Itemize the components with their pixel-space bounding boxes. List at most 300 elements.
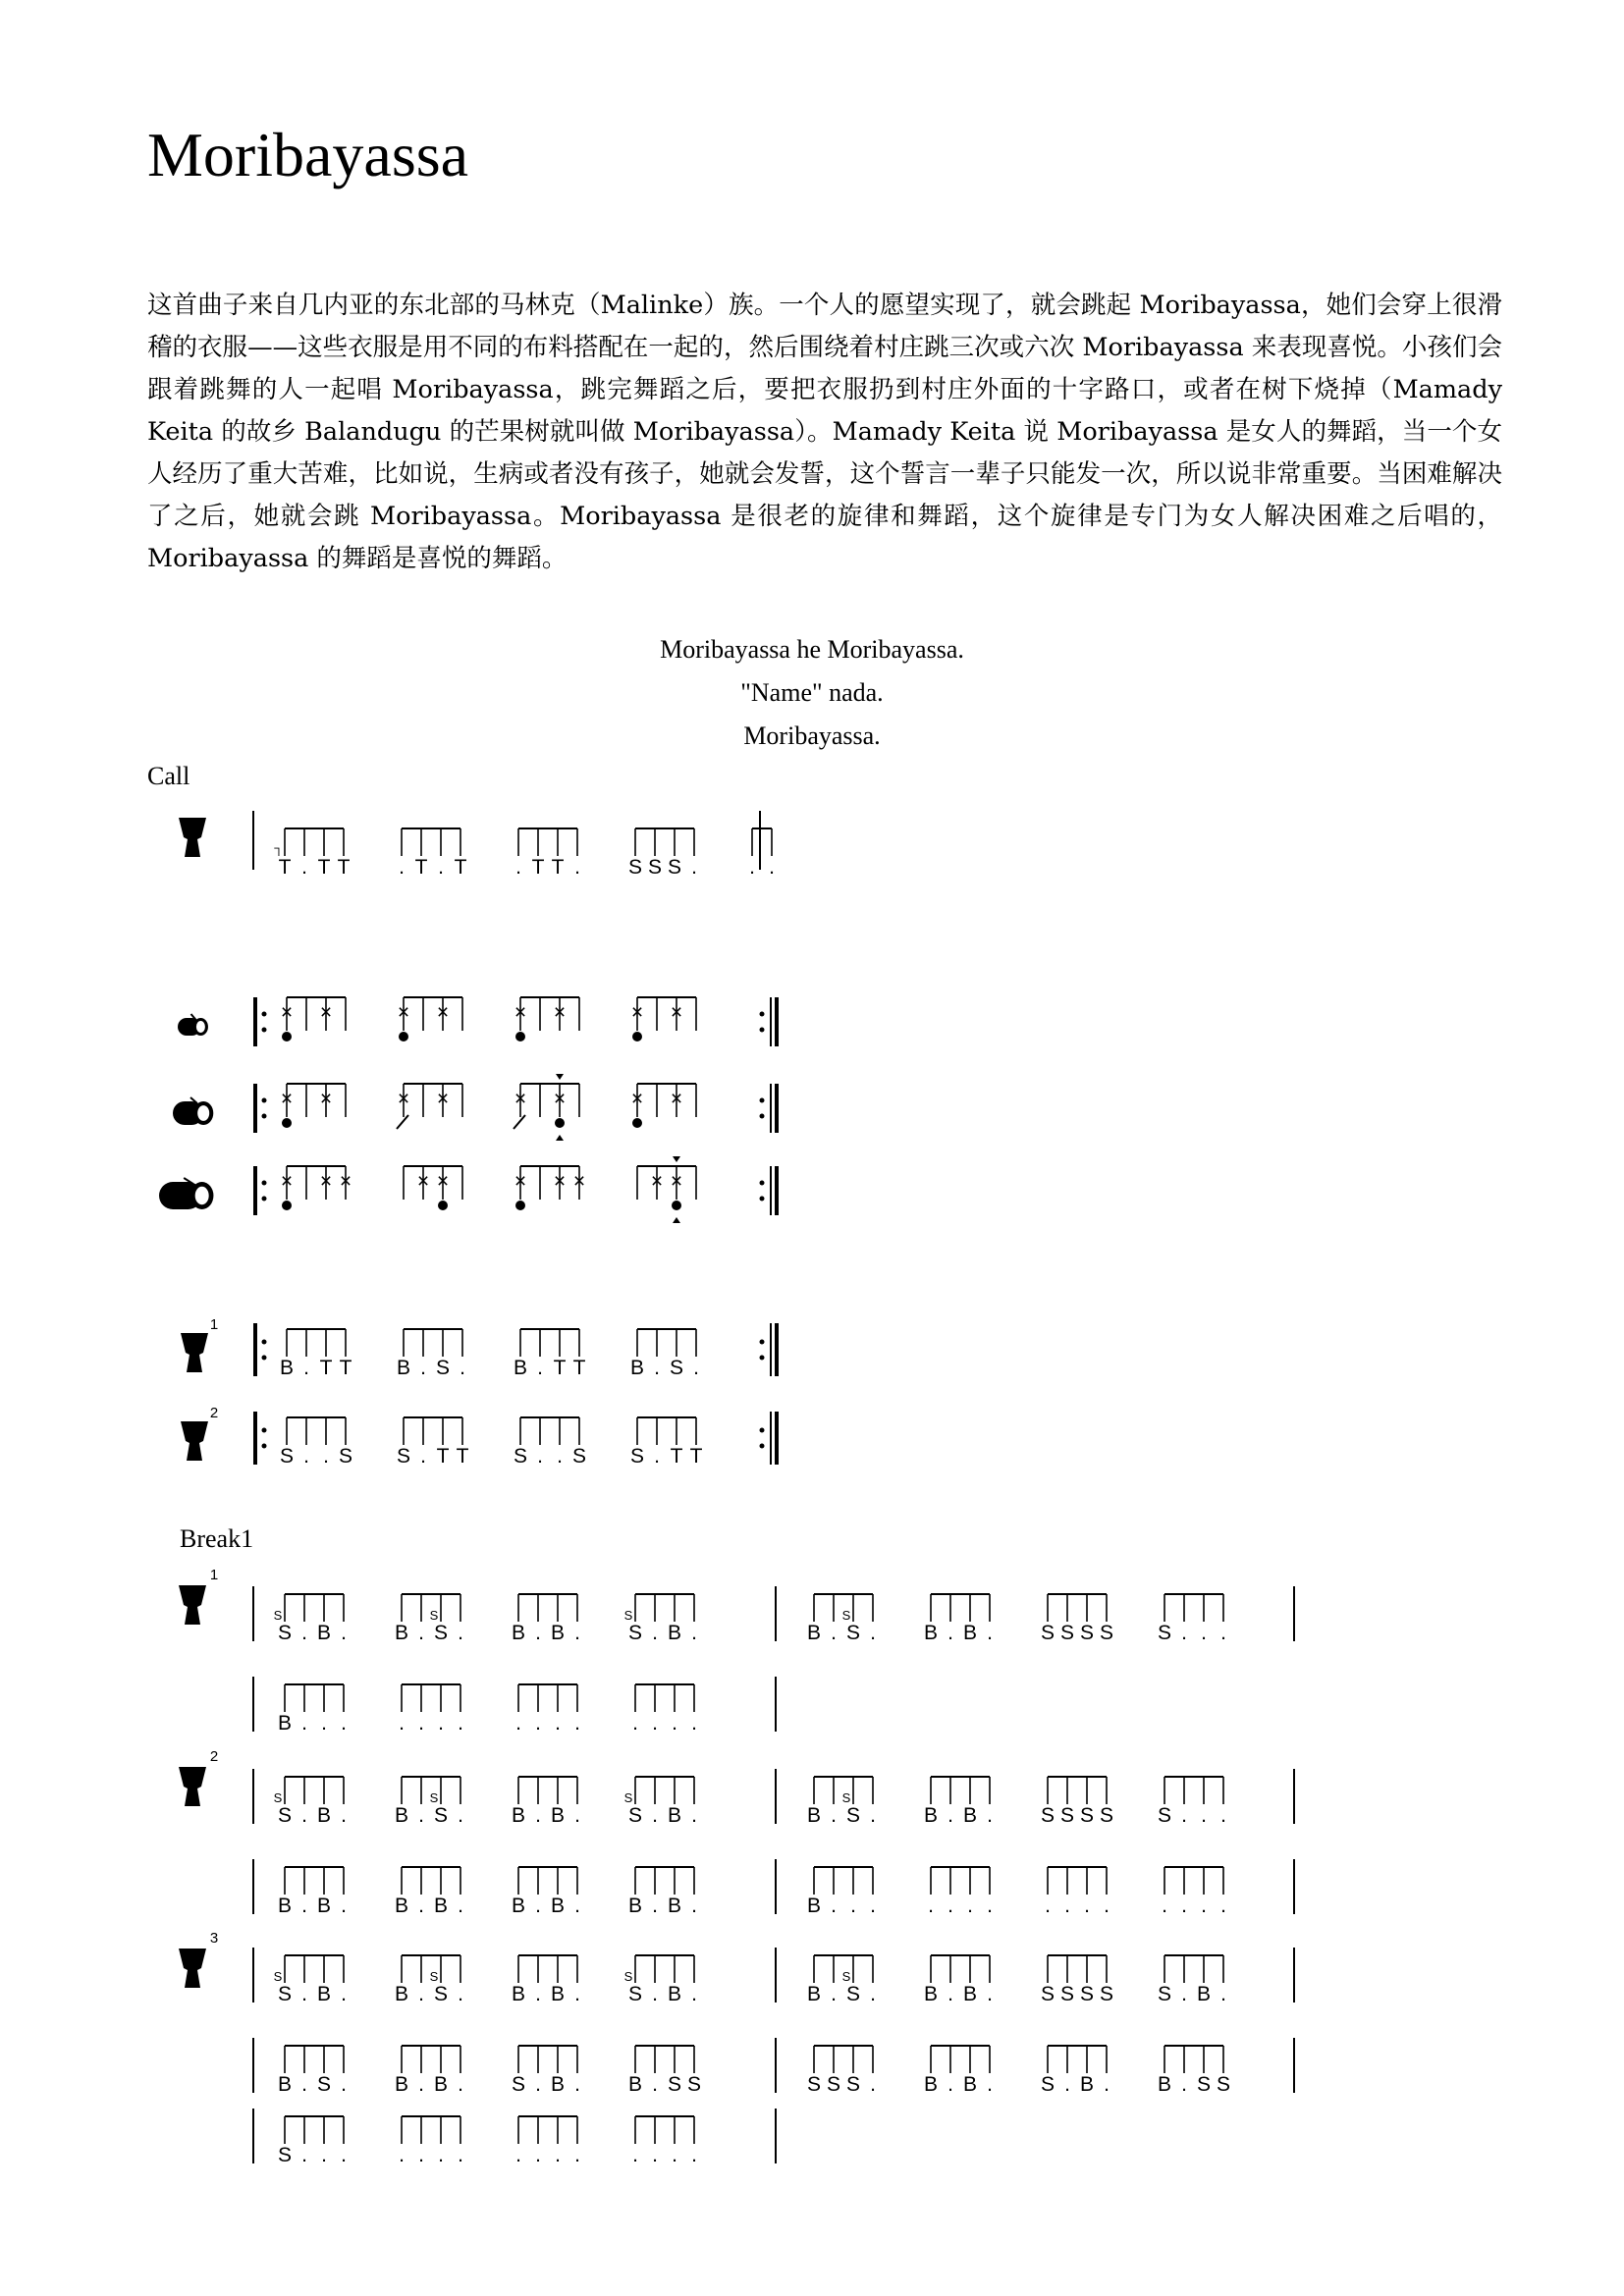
dun-row-1-bell: ×: [514, 1001, 527, 1024]
break1-part-3-line-3-note: .: [341, 2144, 347, 2166]
djembe-icon: [181, 1421, 208, 1461]
break1-part-2-line-2-note: .: [967, 1895, 973, 1917]
dun-head-inner: [196, 1021, 205, 1033]
djembe-icon: [179, 1585, 206, 1625]
break1-part-2-line-1-note: .: [987, 1804, 993, 1827]
break1-part-1-line-2-note: .: [321, 1712, 327, 1735]
break1-part-1-line-1-note: B: [394, 1622, 409, 1644]
break1-part-3-line-2-note: .: [458, 2073, 463, 2096]
accomp-1-note: .: [303, 1357, 309, 1379]
djembe-icon: [179, 1949, 206, 1988]
break1-part-2-line-1-note: B: [962, 1804, 978, 1827]
break1-part-2-line-1-note: S: [1157, 1804, 1172, 1827]
accomp-1-repeat-start-dot: [262, 1356, 267, 1361]
break1-part-2-line-1-note: B: [316, 1804, 332, 1827]
break1-part-1-line-1-note: S: [277, 1622, 293, 1644]
dun-row-1-bell: ×: [280, 1001, 294, 1024]
break1-part-1-line-1-note: .: [1201, 1622, 1207, 1644]
page-title: Moribayassa: [147, 120, 469, 189]
break1-part-1-line-2-note: .: [438, 1712, 444, 1735]
djembe-shape: [179, 1949, 206, 1988]
break1-part-2-line-2-note: B: [806, 1895, 822, 1917]
break1-part-1-line-2-note: .: [632, 1712, 638, 1735]
break1-part-2-line-1-note: .: [301, 1804, 307, 1827]
djembe-icon: [179, 818, 206, 857]
break1-part-3-line-1-note: S: [1079, 1983, 1095, 2005]
break1-part-1-line-1-note: S: [1099, 1622, 1114, 1644]
break1-part-1-line-2-note: .: [535, 1712, 541, 1735]
break1-part-3-line-1-note: S: [627, 1983, 643, 2005]
break1-part-3-line-2-note: .: [535, 2073, 541, 2096]
break1-part-3-line-1-note: S: [1059, 1983, 1075, 2005]
break1-part-1-line-2-note: .: [341, 1712, 347, 1735]
accomp-2-note: S: [513, 1445, 528, 1468]
lyric-line-2: "Name" nada.: [740, 678, 884, 707]
break1-part-2-line-2-note: B: [316, 1895, 332, 1917]
dun-row-2-slash: [514, 1115, 525, 1129]
break1-part-3-line-2-note: B: [1079, 2073, 1095, 2096]
break1-part-3-line-1-note: .: [535, 1983, 541, 2005]
dun-row-2-slash: [397, 1115, 408, 1129]
break1-part-3-line-3-note: .: [418, 2144, 424, 2166]
break1-part-3-line-3-note: .: [515, 2144, 521, 2166]
dun-row-3-closed-hit: [672, 1201, 681, 1210]
break1-part-3-line-2-note: S: [511, 2073, 526, 2096]
break1-part-2-line-1-note: B: [923, 1804, 939, 1827]
dun-row-2-open-hit: [632, 1118, 642, 1128]
accomp-2-repeat-end-dot: [760, 1428, 765, 1433]
djembe-shape: [179, 1767, 206, 1806]
intro-paragraph: 这首曲子来自几内亚的东北部的马林克（Malinke）族。一个人的愿望实现了，就会跳起 Moribayassa，她们会穿上很滑稽的衣服——这些衣服是用不同的布料搭配在一起的，然后围绕着村庄跳三次或六次 Moribayassa 来表现喜悦。小孩们会跟着跳舞的人一起唱 Moribayassa，跳完舞蹈之后，要把衣服扔到村庄外面的十字路口，或者在树下烧掉（Mamady Keita 的故乡 Balandugu 的芒果树就叫做 Moribayassa）。Mamady Keita 说 Moribayassa 是女人的舞蹈，当一个女人经历了重大苦难，比如说，生病或者没有孩子，她就会发誓，这个誓言一辈子只能发一次，所以说非常重要。当困难解决了之后，她就会跳 Moribayassa。Moribayassa 是很老的旋律和舞蹈，这个旋律是专门为女人解决困难之后唱的，Moribayassa 的舞蹈是喜悦的舞蹈。: [147, 291, 1502, 573]
break1-part-2-line-2-note: .: [987, 1895, 993, 1917]
break1-part-3-line-3-note: .: [399, 2144, 405, 2166]
dun-row-3-open-hit: [438, 1201, 448, 1210]
dun-row-1-repeat-end-dot: [760, 1012, 765, 1017]
break1-part-3-line-2-note: S: [1196, 2073, 1212, 2096]
break1-part-3-line-1-note: B: [511, 1983, 526, 2005]
break1-part-1-line-2-note: .: [691, 1712, 697, 1735]
break1-part-3-line-2-note: .: [574, 2073, 580, 2096]
break1-part-3-line-2-note: B: [923, 2073, 939, 2096]
dun-row-3-mute-mark: [673, 1217, 680, 1223]
break1-part-1-line-1-note: .: [947, 1622, 953, 1644]
break1-part-2-line-1-note: S: [627, 1804, 643, 1827]
break1-part-3-line-2-note: S: [806, 2073, 822, 2096]
accomp-1-note: S: [669, 1357, 684, 1379]
break1-part-1-line-1-note: S: [1157, 1622, 1172, 1644]
break1-part-3-line-2-note: .: [870, 2073, 876, 2096]
break1-part-2-line-2-note: .: [1220, 1895, 1226, 1917]
accomp-2-note: .: [303, 1445, 309, 1468]
dun-row-1-bell: ×: [630, 1001, 644, 1024]
break1-part-3-line-1-note: .: [947, 1983, 953, 2005]
break1-part-number: 2: [209, 1748, 219, 1765]
break1-part-3-line-1-flam: S: [273, 1969, 283, 1984]
dun-row-3-repeat-end-dot: [760, 1181, 765, 1186]
break1-part-2-line-2-note: B: [433, 1895, 449, 1917]
break1-part-3-line-1-note: B: [806, 1983, 822, 2005]
break1-part-2-line-2-note: .: [1084, 1895, 1090, 1917]
break1-part-1-line-1-note: .: [301, 1622, 307, 1644]
call-flam: ┐: [274, 840, 284, 855]
accomp-1-note: S: [435, 1357, 451, 1379]
break1-part-3-line-1-note: B: [667, 1983, 682, 2005]
break1-part-2-line-2-note: .: [831, 1895, 837, 1917]
dun-row-1-open-hit: [515, 1032, 525, 1041]
call-note: .: [399, 856, 405, 879]
break1-part-3-line-2-note: .: [1064, 2073, 1070, 2096]
dun-row-3-bell: ×: [572, 1170, 586, 1193]
call-note: .: [438, 856, 444, 879]
break1-part-3-line-1-note: .: [574, 1983, 580, 2005]
accomp-2-repeat-start-dot: [262, 1428, 267, 1433]
dun-row-3-bell: ×: [319, 1170, 333, 1193]
accomp-2-note: .: [420, 1445, 426, 1468]
break1-part-2-line-1-note: B: [667, 1804, 682, 1827]
break1-part-2-line-2-note: .: [341, 1895, 347, 1917]
break1-part-3-line-2-note: B: [550, 2073, 566, 2096]
dun-row-2-bell: ×: [319, 1088, 333, 1110]
break1-part-1-line-1-note: .: [987, 1622, 993, 1644]
break1-part-2-line-2-note: B: [511, 1895, 526, 1917]
break1-part-3-line-2-note: S: [316, 2073, 332, 2096]
break1-part-3-line-3-note: .: [672, 2144, 677, 2166]
break1-part-1-line-2-note: .: [652, 1712, 658, 1735]
break1-part-1-line-1-note: S: [627, 1622, 643, 1644]
dun-row-1-repeat-start-dot: [262, 1012, 267, 1017]
break1-part-2-line-1-note: S: [1040, 1804, 1056, 1827]
break1-part-3-line-1-note: .: [418, 1983, 424, 2005]
break1-part-2-line-2-note: .: [1201, 1895, 1207, 1917]
break1-part-3-line-1-note: B: [962, 1983, 978, 2005]
break1-part-2-line-1-note: B: [550, 1804, 566, 1827]
break1-part-2-line-1-flam: S: [841, 1790, 851, 1805]
break1-part-3-line-3-note: .: [632, 2144, 638, 2166]
break1-part-1-line-2-note: .: [418, 1712, 424, 1735]
accomp-2-note: T: [436, 1445, 450, 1468]
dun-row-2-open-hit: [282, 1118, 292, 1128]
call-note: S: [627, 856, 643, 879]
break1-part-3-line-2-note: S: [686, 2073, 702, 2096]
break1-part-2-line-1-note: .: [831, 1804, 837, 1827]
break1-part-3-line-1-note: .: [341, 1983, 347, 2005]
break1-part-3-line-1-note: .: [652, 1983, 658, 2005]
call-label: Call: [147, 762, 190, 790]
break1-part-1-line-2-note: .: [515, 1712, 521, 1735]
break1-part-1-line-1-note: B: [316, 1622, 332, 1644]
accomp-1-repeat-end-dot: [760, 1356, 765, 1361]
call-note: T: [551, 856, 565, 879]
break1-part-2-line-2-note: .: [574, 1895, 580, 1917]
break1-part-1-line-1-flam: S: [273, 1608, 283, 1623]
break1-part-3-line-1-note: .: [301, 1983, 307, 2005]
dun-row-2-bell: ×: [436, 1088, 450, 1110]
dun-row-3-bell: ×: [436, 1170, 450, 1193]
break1-part-3-line-2-note: B: [394, 2073, 409, 2096]
break1-part-1-line-1-note: .: [418, 1622, 424, 1644]
break1-part-2-line-1-flam: S: [623, 1790, 633, 1805]
dun-row-3-bell: ×: [650, 1170, 664, 1193]
break1-part-3-line-2-note: B: [433, 2073, 449, 2096]
dun-head-inner: [195, 1187, 209, 1204]
break1-part-3-line-2-note: .: [341, 2073, 347, 2096]
break1-part-3-line-2-note: .: [418, 2073, 424, 2096]
call-note: .: [515, 856, 521, 879]
call-note: T: [531, 856, 545, 879]
break1-part-3-line-1-note: S: [1040, 1983, 1056, 2005]
break1-part-3-line-2-note: .: [652, 2073, 658, 2096]
break1-part-3-line-3-note: .: [438, 2144, 444, 2166]
djembe-shape: [179, 1585, 206, 1625]
accomp-2-note: S: [629, 1445, 645, 1468]
break1-part-2-line-1-note: .: [574, 1804, 580, 1827]
accomp-1-note: B: [396, 1357, 411, 1379]
break1-part-1-line-2-note: .: [301, 1712, 307, 1735]
break1-part-3-line-3-note: .: [321, 2144, 327, 2166]
break1-part-3-line-1-flam: S: [841, 1969, 851, 1984]
break1-part-2-line-2-note: .: [850, 1895, 856, 1917]
break1-part-3-line-3-note: .: [301, 2144, 307, 2166]
break1-part-2-line-2-note: .: [947, 1895, 953, 1917]
break1-part-1-line-1-note: B: [550, 1622, 566, 1644]
break1-part-3-line-3-note: .: [574, 2144, 580, 2166]
break1-part-1-line-1-note: S: [845, 1622, 861, 1644]
break1-part-3-line-3-note: .: [458, 2144, 463, 2166]
break1-part-2-line-2-note: B: [550, 1895, 566, 1917]
dun-row-3-mute-mark: [673, 1156, 680, 1162]
accomp-2-number: 2: [209, 1405, 219, 1421]
break1-part-3-line-1-note: S: [433, 1983, 449, 2005]
call-note: T: [454, 856, 467, 879]
break1-part-3-line-2-note: .: [301, 2073, 307, 2096]
break1-part-1-line-1-note: S: [1079, 1622, 1095, 1644]
break1-part-2-line-2-note: .: [691, 1895, 697, 1917]
break1-part-2-line-1-note: S: [1059, 1804, 1075, 1827]
dun-row-2-bell: ×: [280, 1088, 294, 1110]
accomp-1-note: B: [513, 1357, 528, 1379]
accomp-1-repeat-end-dot: [760, 1340, 765, 1345]
break1-part-3-line-2-note: .: [987, 2073, 993, 2096]
call-note: .: [301, 856, 307, 879]
accomp-1-note: .: [654, 1357, 660, 1379]
dun-row-2-repeat-start-dot: [262, 1114, 267, 1119]
dun-row-3-bell: ×: [280, 1170, 294, 1193]
accomp-1-note: T: [319, 1357, 333, 1379]
call-note: S: [647, 856, 663, 879]
break1-part-3-line-1-flam: S: [429, 1969, 439, 1984]
break1-part-3-line-1-note: .: [691, 1983, 697, 2005]
break1-part-2-line-1-note: B: [806, 1804, 822, 1827]
dun-row-1-bell: ×: [436, 1001, 450, 1024]
dun-row-3-open-hit: [515, 1201, 525, 1210]
dun-row-3-repeat-start-dot: [262, 1181, 267, 1186]
dun-row-1-open-hit: [399, 1032, 408, 1041]
accomp-2-note: S: [396, 1445, 411, 1468]
break1-part-2-line-1-note: .: [341, 1804, 347, 1827]
break1-part-number: 3: [209, 1930, 219, 1947]
break1-part-2-line-1-flam: S: [429, 1790, 439, 1805]
dun-row-1-open-hit: [632, 1032, 642, 1041]
dun-row-3-bell: ×: [670, 1170, 683, 1193]
dun-row-1-bell: ×: [319, 1001, 333, 1024]
break1-part-2-line-1-note: .: [1220, 1804, 1226, 1827]
break1-part-2-line-1-note: S: [845, 1804, 861, 1827]
dun-row-2-repeat-end-dot: [760, 1098, 765, 1103]
accomp-2-note: .: [323, 1445, 329, 1468]
accomp-1-number: 1: [209, 1316, 219, 1333]
dun-row-1-bell: ×: [670, 1001, 683, 1024]
break1-part-2-line-1-note: B: [511, 1804, 526, 1827]
dundunba-icon: [159, 1178, 213, 1209]
lyric-line-1: Moribayassa he Moribayassa.: [660, 635, 964, 664]
break1-part-3-line-1-note: S: [845, 1983, 861, 2005]
accomp-1-note: T: [553, 1357, 567, 1379]
break1-part-2-line-1-flam: S: [273, 1790, 283, 1805]
call-note: T: [317, 856, 331, 879]
break1-part-1-line-1-note: .: [870, 1622, 876, 1644]
break1-part-2-line-2-note: .: [301, 1895, 307, 1917]
accomp-1-note: .: [693, 1357, 699, 1379]
dun-row-2-closed-hit: [555, 1118, 565, 1128]
djembe-shape: [181, 1421, 208, 1461]
dun-row-2-bell: ×: [553, 1088, 567, 1110]
break1-part-1-line-1-note: .: [574, 1622, 580, 1644]
break1-part-3-line-1-note: .: [870, 1983, 876, 2005]
break1-part-3-line-3-note: .: [535, 2144, 541, 2166]
break1-part-1-line-2-note: .: [458, 1712, 463, 1735]
break1-part-3-line-1-note: S: [1099, 1983, 1114, 2005]
break1-part-3-line-1-note: .: [987, 1983, 993, 2005]
break1-part-1-line-1-note: B: [923, 1622, 939, 1644]
break1-part-1-line-1-note: S: [1059, 1622, 1075, 1644]
break1-part-1-line-2-note: B: [277, 1712, 293, 1735]
djembe-shape: [179, 818, 206, 857]
break1-part-3-line-1-note: B: [316, 1983, 332, 2005]
break1-part-3-line-1-note: .: [1220, 1983, 1226, 2005]
kenkeni-icon: [178, 1014, 208, 1036]
break1-part-2-line-2-note: B: [394, 1895, 409, 1917]
accomp-1-repeat-start-dot: [262, 1340, 267, 1345]
break1-part-1-line-1-note: S: [433, 1622, 449, 1644]
dun-row-1-bell: ×: [553, 1001, 567, 1024]
break1-part-3-line-1-note: .: [831, 1983, 837, 2005]
break1-part-3-line-1-note: S: [1157, 1983, 1172, 2005]
break1-part-1-line-1-note: B: [962, 1622, 978, 1644]
dun-row-2-bell: ×: [514, 1088, 527, 1110]
call-note: S: [667, 856, 682, 879]
dun-row-1-repeat-start-dot: [262, 1028, 267, 1033]
accomp-2-note: S: [571, 1445, 587, 1468]
break1-label: Break1: [180, 1524, 254, 1553]
dun-row-1-open-hit: [282, 1032, 292, 1041]
dun-head-inner: [197, 1105, 209, 1121]
break1-part-3-line-1-note: .: [1181, 1983, 1187, 2005]
call-note: .: [691, 856, 697, 879]
break1-part-number: 1: [209, 1567, 219, 1583]
dun-row-2-mute-mark: [556, 1074, 564, 1080]
accomp-1-note: .: [537, 1357, 543, 1379]
dun-row-3-bell: ×: [514, 1170, 527, 1193]
break1-part-3-line-2-note: S: [1216, 2073, 1231, 2096]
break1-part-2-line-1-note: B: [394, 1804, 409, 1827]
break1-part-1-line-1-note: B: [511, 1622, 526, 1644]
break1-part-1-line-1-note: S: [1040, 1622, 1056, 1644]
break1-part-3-line-1-flam: S: [623, 1969, 633, 1984]
break1-part-3-line-1-note: B: [550, 1983, 566, 2005]
accomp-2-note: T: [670, 1445, 683, 1468]
break1-part-1-line-1-note: .: [1220, 1622, 1226, 1644]
break1-part-3-line-1-note: S: [277, 1983, 293, 2005]
break1-part-1-line-1-note: .: [831, 1622, 837, 1644]
break1-part-2-line-2-note: B: [277, 1895, 293, 1917]
break1-part-2-line-2-note: B: [667, 1895, 682, 1917]
break1-part-3-line-2-note: .: [1104, 2073, 1110, 2096]
break1-part-1-line-1-note: .: [652, 1622, 658, 1644]
break1-part-2-line-2-note: .: [1045, 1895, 1051, 1917]
accomp-2-repeat-end-dot: [760, 1444, 765, 1449]
break1-part-3-line-1-note: B: [394, 1983, 409, 2005]
break1-part-1-line-1-note: .: [1181, 1622, 1187, 1644]
break1-part-2-line-1-note: .: [458, 1804, 463, 1827]
break1-part-3-line-1-note: .: [458, 1983, 463, 2005]
break1-part-2-line-1-note: S: [433, 1804, 449, 1827]
dun-row-3-bell: ×: [416, 1170, 430, 1193]
break1-part-1-line-1-flam: S: [841, 1608, 851, 1623]
break1-part-2-line-2-note: .: [1104, 1895, 1110, 1917]
dun-row-1-bell: ×: [397, 1001, 410, 1024]
break1-part-1-line-2-note: .: [399, 1712, 405, 1735]
dun-row-1-repeat-end-dot: [760, 1028, 765, 1033]
accomp-1-note: B: [629, 1357, 645, 1379]
dun-row-2-repeat-end-dot: [760, 1114, 765, 1119]
accomp-2-note: S: [279, 1445, 295, 1468]
dun-row-2-bell: ×: [630, 1088, 644, 1110]
break1-part-1-line-1-note: B: [667, 1622, 682, 1644]
break1-part-2-line-2-note: .: [418, 1895, 424, 1917]
dun-row-2-mute-mark: [556, 1135, 564, 1141]
break1-part-2-line-1-note: .: [947, 1804, 953, 1827]
call-note: .: [749, 856, 755, 879]
break1-part-2-line-1-note: S: [1079, 1804, 1095, 1827]
break1-part-2-line-1-note: .: [691, 1804, 697, 1827]
dun-row-2-bell: ×: [397, 1088, 410, 1110]
break1-part-3-line-2-note: .: [1181, 2073, 1187, 2096]
break1-part-3-line-3-note: S: [277, 2144, 293, 2166]
accomp-2-note: T: [689, 1445, 703, 1468]
djembe-icon: [179, 1767, 206, 1806]
break1-part-1-line-1-note: .: [535, 1622, 541, 1644]
break1-part-2-line-1-note: .: [535, 1804, 541, 1827]
call-note: .: [574, 856, 580, 879]
dun-row-3-repeat-start-dot: [262, 1197, 267, 1201]
accomp-1-note: .: [420, 1357, 426, 1379]
break1-part-3-line-2-note: B: [627, 2073, 643, 2096]
call-note: T: [414, 856, 428, 879]
break1-part-1-line-1-note: .: [341, 1622, 347, 1644]
break1-part-3-line-2-note: B: [1157, 2073, 1172, 2096]
accomp-2-note: S: [338, 1445, 353, 1468]
break1-part-2-line-1-note: .: [418, 1804, 424, 1827]
break1-part-2-line-1-note: S: [1099, 1804, 1114, 1827]
break1-part-1-line-1-note: B: [806, 1622, 822, 1644]
dun-row-2-repeat-start-dot: [262, 1098, 267, 1103]
break1-part-2-line-2-note: .: [458, 1895, 463, 1917]
break1-part-3-line-1-note: B: [923, 1983, 939, 2005]
break1-part-3-line-2-note: B: [277, 2073, 293, 2096]
break1-part-3-line-2-note: S: [826, 2073, 841, 2096]
break1-part-1-line-2-note: .: [672, 1712, 677, 1735]
break1-part-2-line-1-note: .: [1201, 1804, 1207, 1827]
